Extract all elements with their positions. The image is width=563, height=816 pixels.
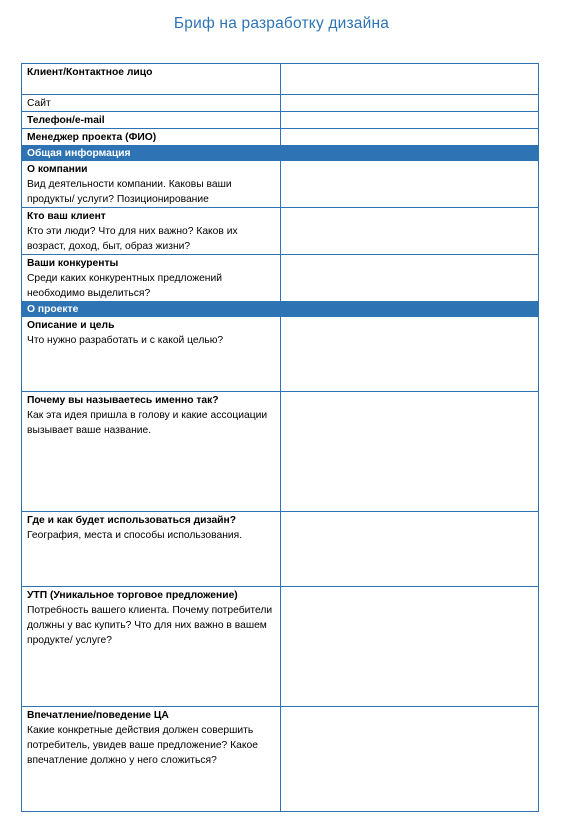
section-project [22, 302, 539, 317]
goal-desc: Что нужно разработать и с какой целью? [27, 335, 224, 346]
usp-answer-cell[interactable] [281, 587, 539, 707]
usp-desc: Потребность вашего клиента. Почему потребители должны у вас купить? Что для них важно в вашем продукте/ услуге? [27, 605, 273, 646]
company-label: О компании [27, 164, 88, 175]
client-label: Клиент/Контактное лицо [27, 67, 153, 78]
competitors-desc: Среди каких конкурентных предложений необходимо выделиться? [27, 273, 222, 299]
company-answer-cell[interactable] [281, 161, 539, 208]
site-label: Сайт [27, 98, 51, 109]
row-competitors [22, 255, 539, 302]
competitors-label: Ваши конкуренты [27, 258, 119, 269]
phone-label: Телефон/e-mail [27, 115, 105, 126]
competitors-label-cell [22, 255, 281, 302]
section-project-title: О проекте [22, 302, 539, 317]
name-label-cell [22, 392, 281, 512]
usp-label-cell [22, 587, 281, 707]
manager-label: Менеджер проекта (ФИО) [27, 132, 157, 143]
client-label-cell [22, 64, 281, 95]
row-target-client [22, 208, 539, 255]
usage-desc: География, места и способы использования. [27, 530, 243, 541]
client-answer-cell[interactable] [281, 64, 539, 95]
row-client [22, 64, 539, 95]
document-title: Бриф на разработку дизайна [173, 15, 390, 32]
goal-label: Описание и цель [27, 320, 115, 331]
site-label-cell [22, 95, 281, 112]
target-client-desc: Кто эти люди? Что для них важно? Каков их возраст, доход, быт, образ жизни? [27, 226, 238, 252]
usage-label: Где и как будет использоваться дизайн? [27, 515, 237, 526]
impression-label: Впечатление/поведение ЦА [27, 710, 169, 721]
impression-label-cell [22, 707, 281, 812]
competitors-answer-cell[interactable] [281, 255, 539, 302]
section-general [22, 146, 539, 161]
goal-answer-cell[interactable] [281, 317, 539, 392]
name-answer-cell[interactable] [281, 392, 539, 512]
phone-label-cell [22, 112, 281, 129]
manager-answer-cell[interactable] [281, 129, 539, 146]
target-client-label: Кто ваш клиент [27, 211, 106, 222]
company-desc: Вид деятельности компании. Каковы ваши продукты/ услуги? Позиционирование [27, 179, 232, 205]
name-desc: Как эта идея пришла в голову и какие ассоциации вызывает ваше название. [27, 410, 268, 436]
brief-table [21, 63, 539, 812]
impression-answer-cell[interactable] [281, 707, 539, 812]
row-phone [22, 112, 539, 129]
usage-answer-cell[interactable] [281, 512, 539, 587]
row-site [22, 95, 539, 112]
impression-desc: Какие конкретные действия должен совершить потребитель, увидев ваше предложение? Какое впечатление должно у него сложиться? [27, 725, 258, 766]
row-name [22, 392, 539, 512]
phone-answer-cell[interactable] [281, 112, 539, 129]
company-label-cell [22, 161, 281, 208]
section-general-title: Общая информация [22, 146, 539, 161]
target-client-answer-cell[interactable] [281, 208, 539, 255]
manager-label-cell [22, 129, 281, 146]
row-impression [22, 707, 539, 812]
row-usp [22, 587, 539, 707]
row-manager [22, 129, 539, 146]
name-label: Почему вы называетесь именно так? [27, 395, 219, 406]
row-usage [22, 512, 539, 587]
usp-label: УТП (Уникальное торговое предложение) [27, 590, 238, 601]
target-client-label-cell [22, 208, 281, 255]
row-goal [22, 317, 539, 392]
usage-label-cell [22, 512, 281, 587]
goal-label-cell [22, 317, 281, 392]
row-company [22, 161, 539, 208]
site-answer-cell[interactable] [281, 95, 539, 112]
